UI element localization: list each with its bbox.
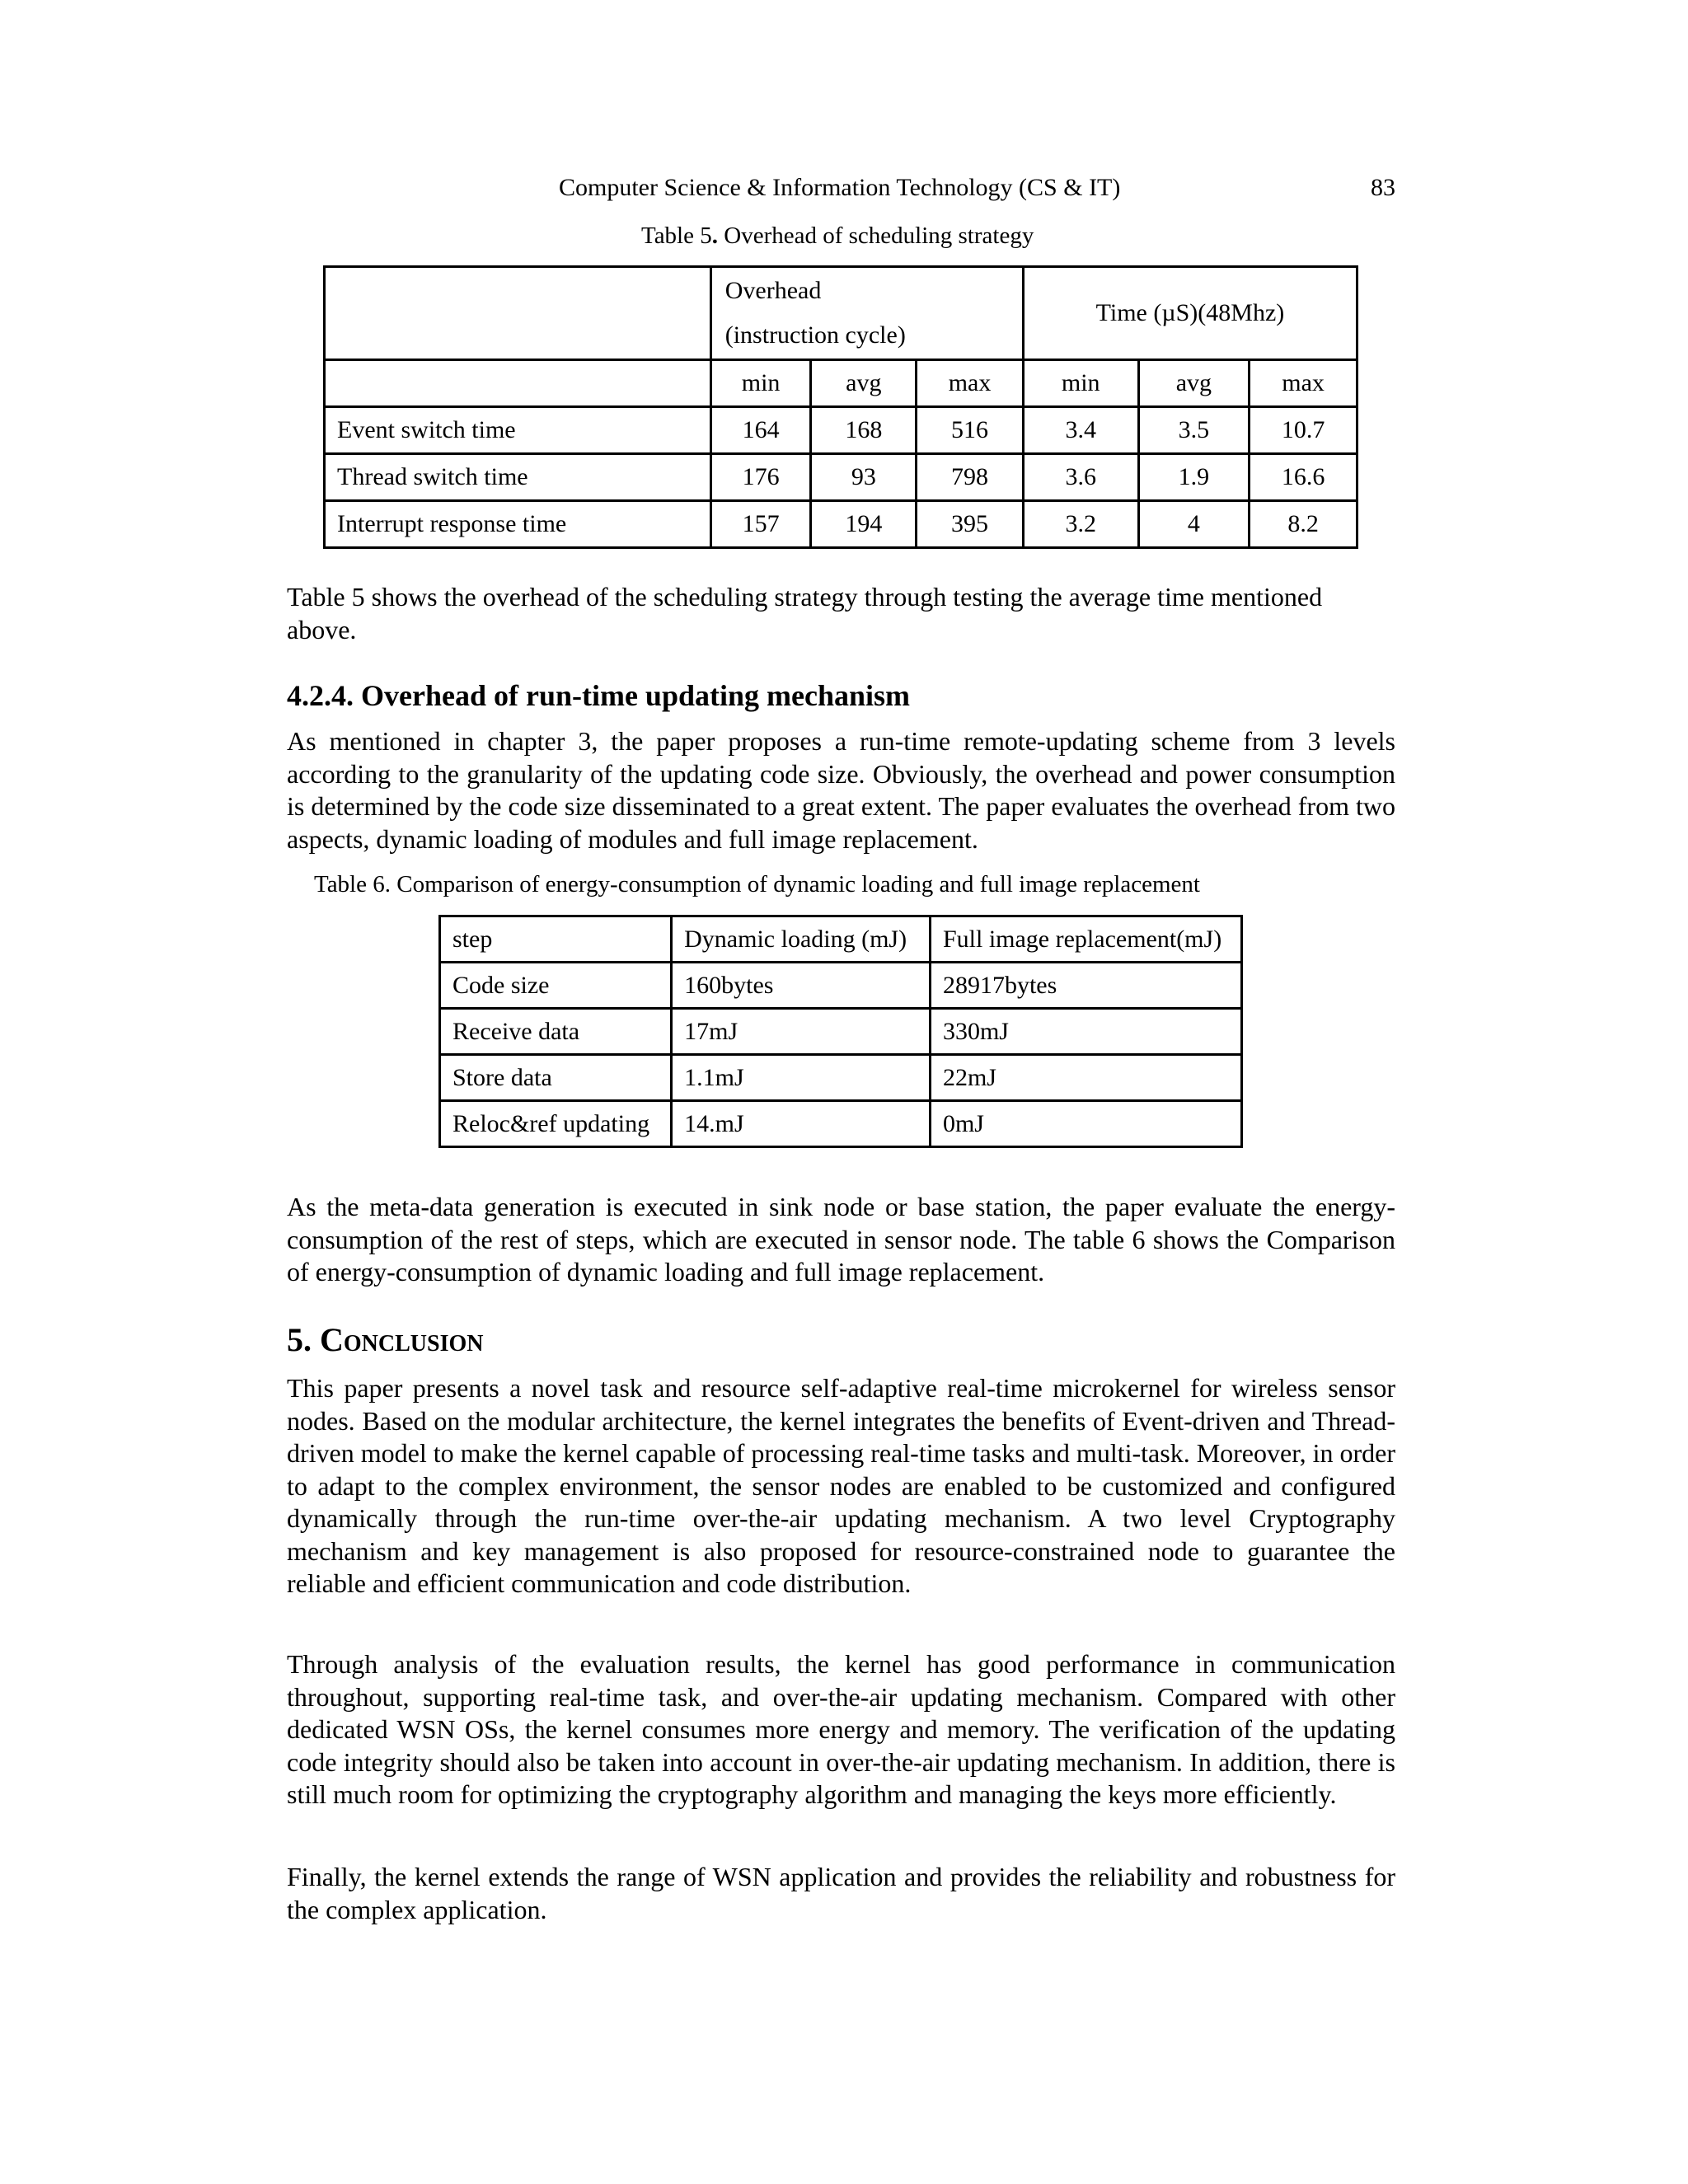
table-cell: 22mJ — [930, 1055, 1241, 1101]
table-row — [440, 1055, 1242, 1101]
table-cell: Store data — [440, 1055, 672, 1101]
table5-subheader: avg — [1138, 360, 1250, 407]
table-cell: 164 — [710, 407, 811, 454]
table6-header: Full image replacement(mJ) — [930, 916, 1241, 963]
table5-empty-corner — [325, 267, 711, 360]
table-cell: Receive data — [440, 1009, 672, 1055]
table6-header: step — [440, 916, 672, 963]
table5 — [323, 265, 1358, 549]
table-cell: 798 — [917, 454, 1024, 501]
table6-caption: Table 6. Comparison of energy-consumption of dynamic loading and full image replacement — [314, 871, 1200, 898]
table5-subheader-row — [325, 360, 1357, 407]
table6 — [438, 915, 1243, 1148]
row-label: Interrupt response time — [325, 501, 711, 548]
table5-subheader: max — [1250, 360, 1357, 407]
conclusion-heading — [287, 1322, 483, 1358]
table-cell: 28917bytes — [930, 963, 1241, 1009]
table5-time-header: Time (µS)(48Mhz) — [1023, 267, 1357, 360]
table5-empty-label — [325, 360, 711, 407]
table5-subheader: min — [710, 360, 811, 407]
table-cell: Code size — [440, 963, 672, 1009]
table-cell: 16.6 — [1250, 454, 1357, 501]
paragraph-section-4-2-4: As mentioned in chapter 3, the paper proposes a run-time remote-updating scheme from 3 levels according to the granularity of the updating code size. Obviously, the overhead and power consumption is determined by the code size disseminated to a great extent. The paper evaluates the overhead from two aspects, dynamic loading of modules and full image replacement. — [287, 726, 1395, 854]
section-4-2-4-heading: 4.2.4. Overhead of run-time updating mechanism — [287, 679, 910, 712]
table6-header: Dynamic loading (mJ) — [672, 916, 931, 963]
table-cell: 168 — [811, 407, 917, 454]
table5-caption-label: Table 5 — [641, 223, 712, 249]
paragraph-table6-summary: As the meta-data generation is executed in sink node or base station, the paper evaluate the energy-consumption of the rest of steps, which are executed in sensor node. The table 6 shows the Comparison of energy-consumption of dynamic loading and full image replacement. — [287, 1192, 1395, 1286]
table6-header-row — [440, 916, 1242, 963]
table-cell: 160bytes — [672, 963, 931, 1009]
table-row — [440, 1009, 1242, 1055]
conclusion-heading-text: Conclusion — [320, 1321, 484, 1358]
table5-caption-dot: . — [711, 223, 718, 249]
row-label: Thread switch time — [325, 454, 711, 501]
overhead-line1: Overhead — [724, 277, 822, 304]
table-cell: 3.6 — [1023, 454, 1138, 501]
table-cell: 194 — [811, 501, 917, 548]
table-cell: 1.1mJ — [672, 1055, 931, 1101]
table5-subheader: min — [1023, 360, 1138, 407]
table-cell: 8.2 — [1250, 501, 1357, 548]
table5-group-header-row — [325, 267, 1357, 360]
table-cell: 17mJ — [672, 1009, 931, 1055]
table-cell: 395 — [917, 501, 1024, 548]
table-cell: 330mJ — [930, 1009, 1241, 1055]
table5-subheader: max — [917, 360, 1024, 407]
conclusion-paragraph-1: This paper presents a novel task and resource self-adaptive real-time microkernel for wireless sensor nodes. Based on the modular architecture, the kernel integrates the benefits of Event-driven and Thread-driven model to make the kernel capable of processing real-time tasks and multi-task. Moreover, in order to adapt to the complex environment, the sensor nodes are enabled to be customized and configured dynamically through the run-time over-the-air updating mechanism. A two level Cryptography mechanism and key management is also proposed for resource-constrained node to guarantee the reliable and efficient communication and code distribution. — [287, 1373, 1395, 1598]
table5-overhead-header — [710, 267, 1023, 360]
table-cell: 176 — [710, 454, 811, 501]
table-row — [325, 454, 1357, 501]
table-cell: 1.9 — [1138, 454, 1250, 501]
journal-title: Computer Science & Information Technology (CS & IT) — [559, 174, 1121, 201]
table-row — [440, 1101, 1242, 1147]
table-cell: 10.7 — [1250, 407, 1357, 454]
row-label: Event switch time — [325, 407, 711, 454]
table-cell: 3.5 — [1138, 407, 1250, 454]
overhead-line2: (instruction cycle) — [724, 321, 906, 349]
table-cell: 3.4 — [1023, 407, 1138, 454]
table-cell: 3.2 — [1023, 501, 1138, 548]
table5-caption-text: Overhead of scheduling strategy — [718, 223, 1034, 249]
table5-subheader: avg — [811, 360, 917, 407]
table-cell: 516 — [917, 407, 1024, 454]
table-cell: 0mJ — [930, 1101, 1241, 1147]
table-cell: 93 — [811, 454, 917, 501]
running-head — [287, 171, 1395, 204]
table-cell: 157 — [710, 501, 811, 548]
conclusion-paragraph-2: Through analysis of the evaluation results, the kernel has good performance in communication throughout, supporting real-time task, and over-the-air updating mechanism. Compared with other dedicated WSN OSs, the kernel consumes more energy and memory. The verification of the updating code integrity should also be taken into account in over-the-air updating mechanism. In addition, there is still much room for optimizing the cryptography algorithm and managing the keys more efficiently. — [287, 1649, 1395, 1809]
table5-caption — [641, 221, 1034, 251]
table-cell: 14.mJ — [672, 1101, 931, 1147]
table-cell: 4 — [1138, 501, 1250, 548]
conclusion-paragraph-3: Finally, the kernel extends the range of WSN application and provides the reliability and robustness for the complex application. — [287, 1862, 1395, 1924]
conclusion-heading-number: 5. — [287, 1321, 320, 1358]
page-number: 83 — [1371, 174, 1395, 201]
paragraph-table5-summary: Table 5 shows the overhead of the scheduling strategy through testing the average time mentioned above. — [287, 582, 1323, 644]
table-cell: Reloc&ref updating — [440, 1101, 672, 1147]
table-row — [325, 407, 1357, 454]
table-row — [325, 501, 1357, 548]
table-row — [440, 963, 1242, 1009]
